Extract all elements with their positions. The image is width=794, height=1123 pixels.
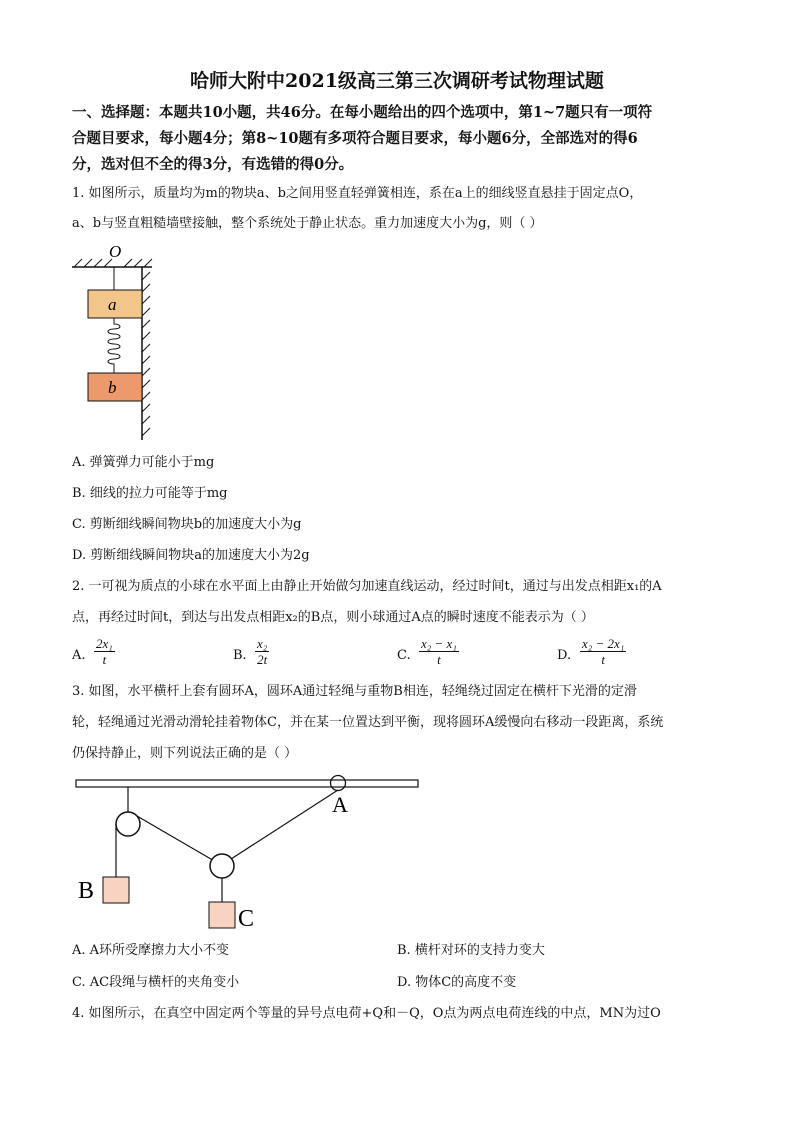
q3-stem-line1: 3. 如图，水平横杆上套有圆环A，圆环A通过轻绳与重物B相连，轻绳绕过固定在横杆下光滑的定滑 <box>72 684 637 699</box>
q4-stem-line1: 4. 如图所示，在真空中固定两个等量的异号点电荷+Q和－Q，O点为两点电荷连线的中点，MN为过O <box>72 1006 661 1021</box>
q2-stem-line1: 2. 一可视为质点的小球在水平面上由静止开始做匀加速直线运动，经过时间t，通过与出发点相距x₁的A <box>72 579 662 594</box>
q2-option-c-label: C. <box>397 648 411 663</box>
rope-segment-left <box>137 816 216 862</box>
q1-stem-line1: 1. 如图所示，质量均为m的物块a、b之间用竖直轻弹簧相连，系在a上的细线竖直悬挂于固定点O， <box>72 186 643 201</box>
point-O-label: O <box>109 242 122 261</box>
q2-option-d-numerator: x₂ − 2x₁ <box>582 636 625 651</box>
section-heading-line3: 分，选对但不全的得3分，有选错的得0分。 <box>72 156 354 173</box>
section-heading-line1: 一、选择题：本题共10小题，共46分。在每小题给出的四个选项中，第1~7题只有一项符 <box>72 104 653 121</box>
q2-option-d-label: D. <box>557 648 572 663</box>
q2-option-b-fraction <box>255 636 269 667</box>
q1-option-d: D. 剪断细线瞬间物块a的加速度大小为2g <box>72 548 310 563</box>
block-b-label: b <box>108 378 117 397</box>
box-C-label: C <box>238 906 255 932</box>
q1-option-b: B. 细线的拉力可能等于mg <box>72 486 228 501</box>
fixed-pulley <box>116 812 140 836</box>
block-a-label: a <box>108 295 117 314</box>
box-C <box>209 902 235 928</box>
q1-option-c: C. 剪断细线瞬间物块b的加速度大小为g <box>72 517 302 532</box>
q2-option-b-denominator: 2t <box>257 652 268 667</box>
q3-option-d: D. 物体C的高度不变 <box>397 975 517 990</box>
q2-option-d-fraction <box>580 636 626 667</box>
q3-option-c: C. AC段绳与横杆的夹角变小 <box>72 975 240 990</box>
q2-stem-line2: 点，再经过时间t，到达与出发点相距x₂的B点，则小球通过A点的瞬时速度不能表示为（ ） <box>72 610 594 625</box>
q2-option-b-label: B. <box>233 648 247 663</box>
q1-stem-line2: a、b与竖直粗糙墙壁接触，整个系统处于静止状态。重力加速度大小为g，则（ ） <box>72 216 543 231</box>
box-B <box>103 877 129 903</box>
q2-option-b-numerator: x₂ <box>257 636 268 651</box>
q3-option-a: A. A环所受摩擦力大小不变 <box>72 943 230 958</box>
q1-option-a: A. 弹簧弹力可能小于mg <box>72 455 215 470</box>
q2-option-a-numerator: 2x₁ <box>96 636 113 651</box>
q2-option-c-denominator: t <box>437 652 441 667</box>
q3-stem-line3: 仍保持静止，则下列说法正确的是（ ） <box>72 746 298 761</box>
page-title: 哈师大附中2021级高三第三次调研考试物理试题 <box>190 70 604 92</box>
q2-option-a-fraction <box>94 636 115 667</box>
box-B-label: B <box>78 878 95 904</box>
q2-option-c-numerator: x₂ − x₁ <box>421 636 457 651</box>
section-heading-line2: 合题目要求，每小题4分；第8~10题有多项符合题目要求，每小题6分，全部选对的得6 <box>72 130 638 147</box>
q2-option-d-denominator: t <box>601 652 605 667</box>
q2-option-a-label: A. <box>72 648 86 663</box>
spring <box>108 318 120 373</box>
q1-spring-block-figure <box>70 240 170 445</box>
horizontal-rod <box>76 780 418 787</box>
ring-A-label: A <box>332 792 348 817</box>
wall-hatching <box>142 272 150 436</box>
q2-option-c-fraction <box>419 636 459 667</box>
q3-pulley-figure <box>70 770 430 940</box>
q2-option-a-denominator: t <box>102 652 107 667</box>
rope-segment-AC <box>231 790 338 859</box>
movable-pulley <box>210 854 234 878</box>
q3-option-b: B. 横杆对环的支持力变大 <box>397 943 545 958</box>
q3-stem-line2: 轮，轻绳通过光滑动滑轮挂着物体C，并在某一位置达到平衡，现将圆环A缓慢向右移动一段距离，系统 <box>72 715 664 730</box>
